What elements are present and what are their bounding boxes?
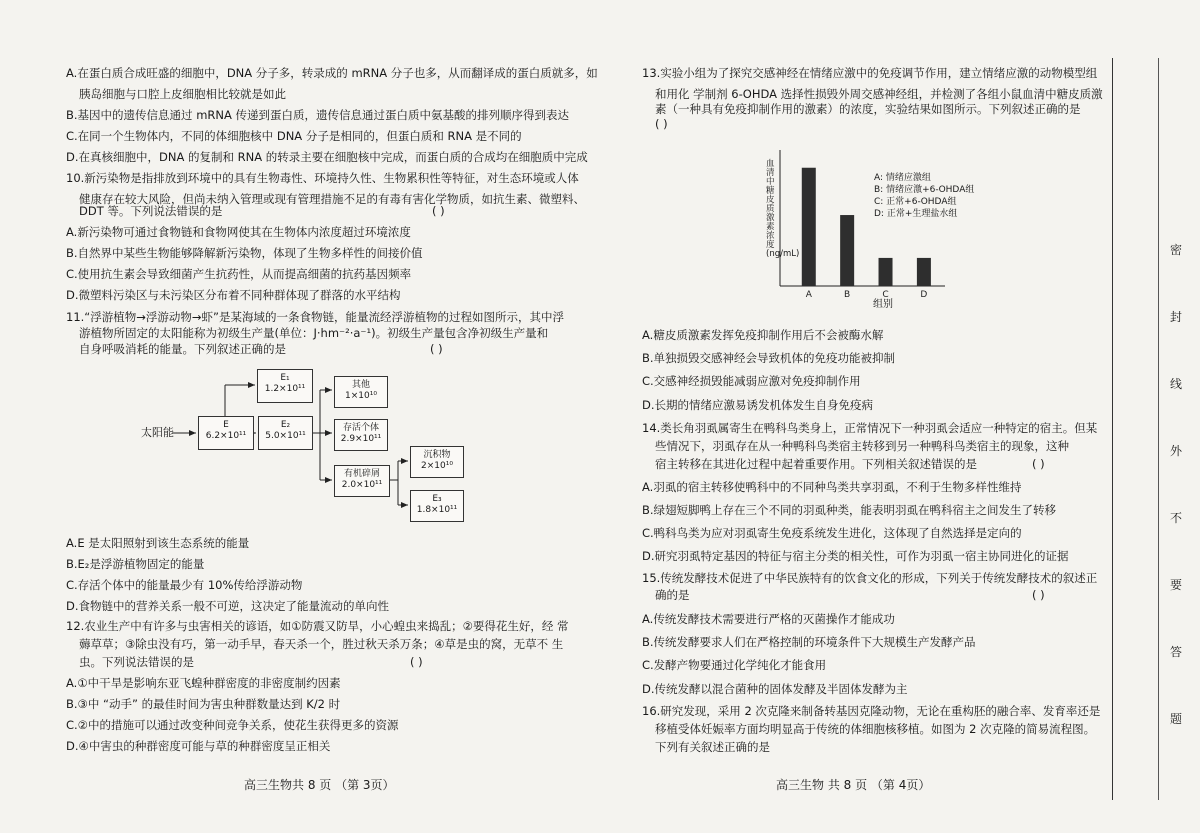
chart-legend-c: C: 正常+6-OHDA组: [874, 197, 957, 207]
q11-option-c: C.存活个体中的能量最少有 10%传给浮游动物: [66, 578, 303, 592]
q13-option-c: C.交感神经损毁能减弱应激对免疫抑制作用: [642, 374, 861, 388]
q15-option-d: D.传统发酵以混合菌种的固体发酵及半固体发酵为主: [642, 682, 908, 696]
q11-stem-line3: 自身呼吸消耗的能量。下列叙述正确的是: [79, 342, 286, 356]
seal-char: 不: [1170, 511, 1183, 525]
q12-option-b: B.③中 “动手” 的最佳时间为害虫种群数量达到 K/2 时: [66, 697, 341, 711]
box-other: 其他 1×10¹⁰: [334, 376, 388, 408]
q12-option-d: D.④中害虫的种群密度可能与草的种群密度呈正相关: [66, 739, 331, 753]
left-page-footer: 高三生物共 8 页 （第 3页）: [244, 778, 395, 792]
q15-option-a: A.传统发酵技术需要进行严格的灭菌操作才能成功: [642, 612, 895, 626]
q10-option-d: D.微塑料污染区与未污染区分布着不同种群体现了群落的水平结构: [66, 288, 401, 302]
q10-stem-line1: 10.新污染物是指排放到环境中的具有生物毒性、环境持久性、生物累积性等特征，对生态环境或人体: [66, 171, 579, 185]
q11-answer-paren: ( ): [430, 342, 443, 356]
binding-line: [1112, 58, 1113, 800]
q15-option-c: C.发酵产物要通过化学纯化才能食用: [642, 658, 827, 672]
q14-stem-line2: 些情况下，羽虱存在从一种鸭科鸟类宿主转移到另一种鸭科鸟类宿主的现象，这种: [655, 439, 1069, 453]
chart-tick-label-d: D: [920, 290, 928, 300]
q14-option-b: B.绿翅短脚鸭上存在三个不同的羽虱种类，能表明羽虱在鸭科宿主之间发生了转移: [642, 503, 1057, 517]
chart-bar-c: [879, 258, 893, 286]
q13-answer-paren: ( ): [655, 117, 668, 131]
q10-answer-paren: ( ): [432, 204, 445, 218]
box-e2: E₂ 5.0×10¹¹: [258, 416, 313, 450]
q11-option-d: D.食物链中的营养关系一般不可逆，这决定了能量流动的单向性: [66, 599, 390, 613]
q16-stem-line3: 下列有关叙述正确的是: [655, 740, 770, 754]
chart-tick-label-b: B: [844, 290, 851, 300]
chart-y-axis-label: 血清中糖皮质激素浓度(ng/mL): [766, 159, 800, 259]
chart-x-axis-label: 组别: [873, 299, 893, 310]
seal-char: 密: [1170, 243, 1183, 257]
q11-option-b: B.E₂是浮游植物固定的能量: [66, 557, 205, 571]
box-e: E 6.2×10¹¹: [198, 416, 254, 450]
box-sediment: 沉积物 2×10¹⁰: [410, 446, 464, 478]
q9-option-c: C.在同一个生物体内，不同的体细胞核中 DNA 分子是相同的，但蛋白质和 RNA 是不同的: [66, 129, 522, 143]
q14-option-d: D.研究羽虱特定基因的特征与宿主分类的相关性，可作为羽虱一宿主协同进化的证据: [642, 549, 1069, 563]
seal-char: 答: [1170, 645, 1183, 659]
q9-option-a-line1: A.在蛋白质合成旺盛的细胞中，DNA 分子多，转录成的 mRNA 分子也多，从而翻译成的蛋白质就多，如: [66, 66, 598, 80]
q13-option-b: B.单独损毁交感神经会导致机体的免疫功能被抑制: [642, 351, 896, 365]
q10-stem-line2: 健康存在较大风险，但尚未纳入管理或现有管理措施不足的有毒有害化学物质，如抗生素、微塑料、: [79, 192, 585, 206]
sun-energy-label: 太阳能: [141, 426, 174, 439]
q16-stem-line2: 移植受体妊娠率方面均明显高于传统的体细胞核移植。如图为 2 次克隆的简易流程图。: [655, 722, 1096, 736]
chart-tick-label-a: A: [805, 290, 812, 300]
q14-option-a: A.羽虱的宿主转移使鸭科中的不同种鸟类共享羽虱，不利于生物多样性维持: [642, 480, 1022, 494]
q13-stem-line3: 素（一种具有免疫抑制作用的激素）的浓度，实验结果如图所示。下列叙述正确的是: [655, 102, 1081, 116]
q14-stem-line3: 宿主转移在其进化过程中起着重要作用。下列相关叙述错误的是: [655, 457, 977, 471]
chart-legend-d: D: 正常+生理盐水组: [874, 209, 958, 219]
seal-column: [1158, 58, 1193, 800]
q13-option-a: A.糖皮质激素发挥免疫抑制作用后不会被酶水解: [642, 328, 884, 342]
q15-answer-paren: ( ): [1032, 588, 1045, 602]
q14-answer-paren: ( ): [1032, 457, 1045, 471]
q9-option-a-line2: 胰岛细胞与口腔上皮细胞相比较就是如此: [79, 87, 286, 101]
q12-answer-paren: ( ): [410, 655, 423, 669]
q12-option-c: C.②中的措施可以通过改变种间竞争关系，使花生获得更多的资源: [66, 718, 399, 732]
seal-char: 外: [1170, 444, 1183, 458]
q11-stem-line2: 游植物所固定的太阳能称为初级生产量(单位：J·hm⁻²·a⁻¹)。初级生产量包含净初级生产量和: [79, 326, 549, 340]
chart-bar-a: [802, 168, 816, 286]
box-e3: E₃ 1.8×10¹¹: [410, 490, 464, 522]
chart-legend-b: B: 情绪应激+6-OHDA组: [874, 185, 975, 195]
q13-option-d: D.长期的情绪应激易诱发机体发生自身免疫病: [642, 398, 874, 412]
q11-option-a: A.E 是太阳照射到该生态系统的能量: [66, 536, 250, 550]
q12-stem-line2: 薅草草；③除虫没有巧，第一动手早，春天杀一个，胜过秋天杀万条；④草是虫的窝，无草不 生: [79, 637, 564, 651]
box-alive: 存活个体 2.9×10¹¹: [334, 419, 388, 451]
q15-option-b: B.传统发酵要求人们在严格控制的环境条件下大规模生产发酵产品: [642, 635, 976, 649]
chart-bar-d: [917, 258, 931, 286]
q12-option-a: A.①中干旱是影响东亚飞蝗种群密度的非密度制约因素: [66, 676, 341, 690]
chart-legend-a: A: 情绪应激组: [874, 173, 931, 183]
box-organic: 有机碎屑 2.0×10¹¹: [334, 465, 390, 497]
right-page: [600, 0, 1200, 833]
seal-char: 要: [1170, 578, 1183, 592]
q9-option-b: B.基因中的遗传信息通过 mRNA 传递到蛋白质，遗传信息通过蛋白质中氨基酸的排列顺序得到表达: [66, 108, 570, 122]
right-page-footer: 高三生物 共 8 页 （第 4页）: [776, 778, 931, 792]
q10-option-c: C.使用抗生素会导致细菌产生抗药性，从而提高细菌的抗药基因频率: [66, 267, 412, 281]
seal-char: 线: [1170, 377, 1183, 391]
q13-stem-line1: 13.实验小组为了探究交感神经在情绪应激中的免疫调节作用，建立情绪应激的动物模型组: [642, 66, 1098, 80]
q14-option-c: C.鸭科鸟类为应对羽虱寄生免疫系统发生进化，这体现了自然选择是定向的: [642, 526, 1022, 540]
q13-stem-line2: 和用化 学制剂 6-OHDA 选择性损毁外周交感神经组，并检测了各组小鼠血清中糖皮质激: [655, 87, 1103, 101]
q14-stem-line1: 14.类长角羽虱属寄生在鸭科鸟类身上，正常情况下一种羽虱会适应一种特定的宿主。但某: [642, 421, 1098, 435]
seal-char: 封: [1170, 310, 1183, 324]
chart-tick-label-c: C: [882, 290, 889, 300]
q10-stem-line3: DDT 等。下列说法错误的是: [79, 204, 223, 218]
q10-option-a: A.新污染物可通过食物链和食物网使其在生物体内浓度超过环境浓度: [66, 225, 411, 239]
seal-char: 题: [1170, 712, 1183, 726]
q15-stem-line1: 15.传统发酵技术促进了中华民族特有的饮食文化的形成，下列关于传统发酵技术的叙述正: [642, 571, 1098, 585]
q12-stem-line3: 虫。下列说法错误的是: [79, 655, 194, 669]
box-e1: E₁ 1.2×10¹¹: [257, 369, 313, 403]
chart-bar-b: [840, 215, 854, 286]
q10-option-b: B.自然界中某些生物能够降解新污染物，体现了生物多样性的间接价值: [66, 246, 423, 260]
q12-stem-line1: 12.农业生产中有许多与虫害相关的谚语，如①防震又防旱，小心蝗虫来捣乱；②要得花生好，经 常: [66, 619, 569, 633]
q16-stem-line1: 16.研究发现，采用 2 次克隆来制备转基因克隆动物，无论在重构胚的融合率、发育率还是: [642, 704, 1101, 718]
q11-stem-line1: 11.“浮游植物→浮游动物→虾”是某海域的一条食物链，能量流经浮游植物的过程如图所示，其中浮: [66, 310, 564, 324]
q9-option-d: D.在真核细胞中，DNA 的复制和 RNA 的转录主要在细胞核中完成，而蛋白质的合成均在细胞质中完成: [66, 150, 588, 164]
q15-stem-line2: 确的是: [655, 588, 690, 602]
